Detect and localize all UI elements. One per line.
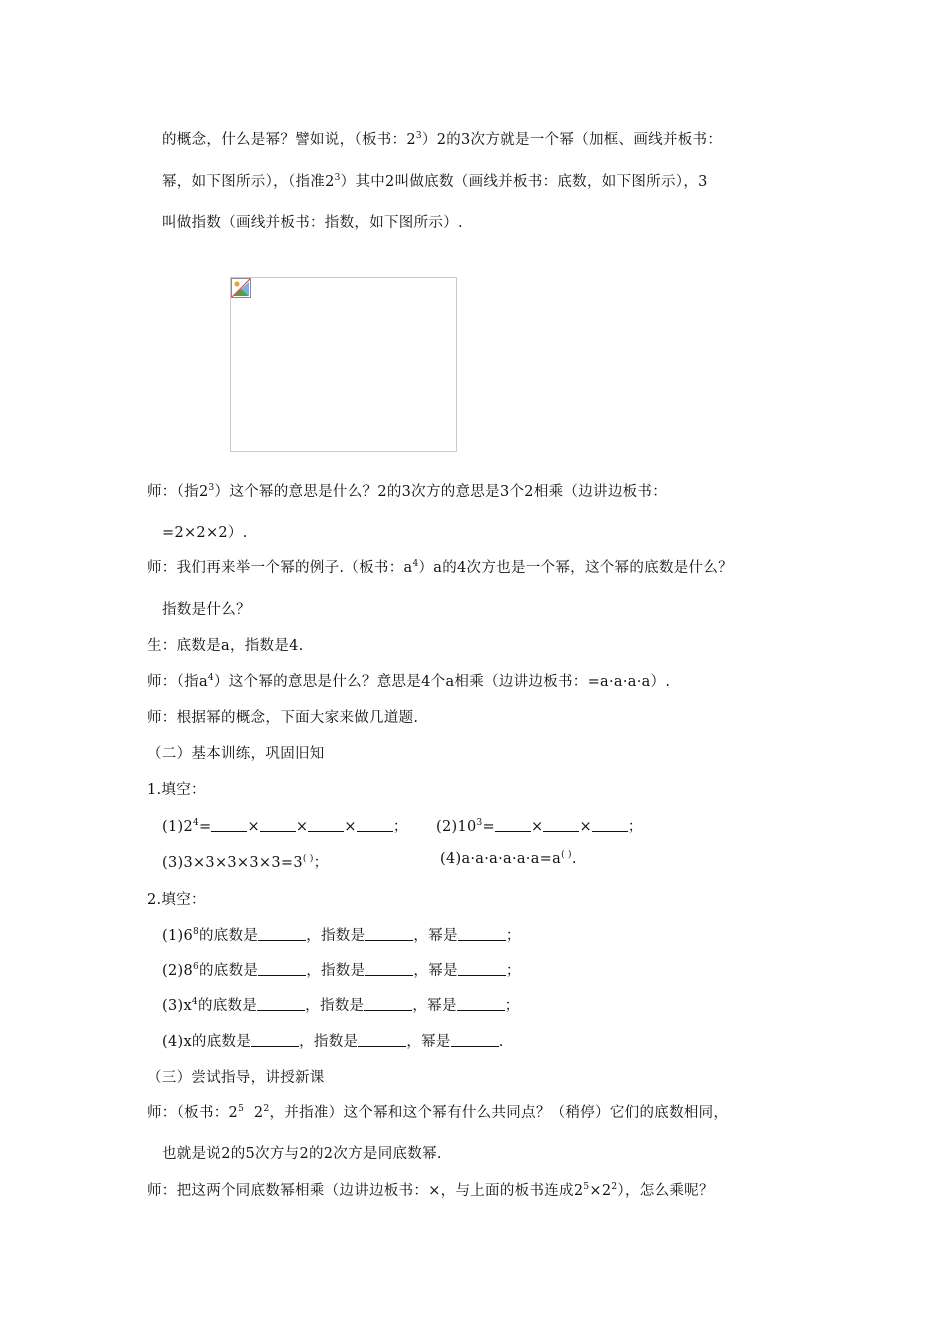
answer-blank[interactable] xyxy=(451,1033,499,1047)
text-line: 的概念，什么是幂？譬如说，（板书：$2^3)2$的3次方就是一个幂（加框、画线并板书： xyxy=(162,131,723,148)
text-line: 师：我们再来举一个幂的例子.（板书：$a^4)a$的4次方也是一个幂，这个幂的底数是什么？ xyxy=(147,559,733,576)
answer-blank[interactable] xyxy=(257,997,305,1011)
answer-blank[interactable] xyxy=(458,927,506,941)
exercise-item: (3)3×3×3×3×3=3( )； xyxy=(162,854,329,871)
answer-blank[interactable] xyxy=(357,818,393,832)
answer-blank[interactable] xyxy=(495,818,531,832)
answer-blank[interactable] xyxy=(308,818,344,832)
text-line: 师：（指$a^4$）这个幂的意思是什么？意思是4个a相乘（边讲边板书：=a·a·a·a）. xyxy=(147,673,671,690)
answer-blank[interactable] xyxy=(211,818,247,832)
text-line: 师：根据幂的概念，下面大家来做几道题. xyxy=(147,710,419,726)
exercise-item: (4)x的底数是 ，指数是 ，幂是 . xyxy=(162,1034,504,1050)
text-line: 指数是什么？ xyxy=(162,602,251,618)
answer-blank[interactable] xyxy=(365,927,413,941)
exercise-item: $(1)6^8$的底数是 ，指数是 ，幂是 ； xyxy=(162,927,521,944)
image-placeholder xyxy=(230,277,457,452)
answer-blank[interactable] xyxy=(457,997,505,1011)
answer-blank[interactable] xyxy=(251,1033,299,1047)
exercise-title: 1.填空： xyxy=(147,782,206,798)
text-line: 师：（板书：$2^5$ $2^2$，并指准）这个幂和这个幂有什么共同点？（稍停）它们的底数相同， xyxy=(147,1104,729,1121)
answer-blank[interactable] xyxy=(592,818,628,832)
section-heading: （三）尝试指导，讲授新课 xyxy=(147,1070,325,1086)
exercise-title: 2.填空： xyxy=(147,892,206,908)
exercise-item: (4)a·a·a·a·a·a=a( ). xyxy=(440,850,577,867)
broken-image-icon xyxy=(231,278,251,298)
answer-blank[interactable] xyxy=(358,1033,406,1047)
text-line: 师：（指$2^3$）这个幂的意思是什么？2的3次方的意思是3个2相乘（边讲边板书： xyxy=(147,483,668,500)
exercise-item: $(3)x^4$的底数是 ，指数是 ，幂是 ； xyxy=(162,997,520,1014)
exercise-item: $(1)2^4=$ × × × ； xyxy=(162,818,408,835)
answer-blank[interactable] xyxy=(260,818,296,832)
text-line: 生：底数是a，指数是4. xyxy=(147,638,304,654)
text-line: =2×2×2）. xyxy=(162,525,248,541)
exercise-item: $(2)10^3=$ × × ； xyxy=(436,818,643,835)
section-heading: （二）基本训练，巩固旧知 xyxy=(147,746,325,762)
answer-blank[interactable] xyxy=(258,927,306,941)
text-line: 师：把这两个同底数幂相乘（边讲边板书：×，与上面的板书连成$2^5\times 2^2$），怎么乘呢？ xyxy=(147,1182,714,1199)
text-line: 叫做指数（画线并板书：指数，如下图所示）. xyxy=(162,215,463,231)
answer-blank[interactable] xyxy=(458,962,506,976)
text-line: 也就是说2的5次方与2的2次方是同底数幂. xyxy=(162,1146,442,1162)
answer-blank[interactable] xyxy=(258,962,306,976)
exercise-item: $(2)8^6$的底数是 ，指数是 ，幂是 ； xyxy=(162,962,521,979)
answer-blank[interactable] xyxy=(543,818,579,832)
answer-blank[interactable] xyxy=(364,997,412,1011)
answer-blank[interactable] xyxy=(365,962,413,976)
text-line: 幂，如下图所示），（指准$2^3$）其中2叫做底数（画线并板书：底数，如下图所示），3 xyxy=(162,173,708,190)
